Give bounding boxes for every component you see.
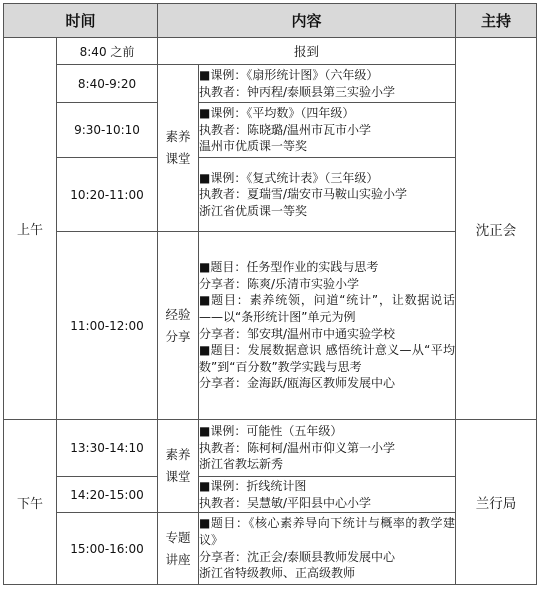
section-cell [158,420,199,513]
content-line: 浙江省特级教师、正高级教师 [199,566,356,581]
content-line: ■课例：折线统计图 [199,478,307,493]
host-morning: 沈正会 [456,38,537,420]
content-line: 分享者：陈爽/乐清市实验小学 [199,276,360,291]
section-label: 讲座 [165,551,191,567]
content-line: ■题目：《核心素养导向下统计与概率的教学建议》 [199,516,456,547]
content-line: 报到 [294,44,320,59]
table-row [4,38,537,65]
section-cell [158,65,199,232]
content-line: 浙江省教坛新秀 [199,457,284,472]
time-cell: 8:40 之前 [57,38,158,65]
content-line: ■课例：可能性（五年级） [199,424,343,439]
section-label: 课堂 [165,469,191,484]
section-label: 素养 [165,129,191,144]
period-afternoon: 下午 [4,420,57,585]
section-label: 素养 [165,447,191,462]
host-afternoon: 兰行局 [456,420,537,585]
content-cell [199,158,456,232]
content-line: 分享者：沈正会/泰顺县教师发展中心 [199,549,396,564]
content-line: ■题目：任务型作业的实践与思考 [199,260,379,275]
section-label: 专题 [165,529,191,545]
table-row [4,420,537,477]
content-cell [199,65,456,103]
section-cell [158,513,199,585]
section-cell [158,232,199,420]
section-label: 课堂 [165,151,191,166]
time-cell: 13:30-14:10 [57,420,158,477]
time-cell: 9:30-10:10 [57,103,158,158]
content-line: 温州市优质课一等奖 [199,139,308,154]
time-cell: 10:20-11:00 [57,158,158,232]
period-morning: 上午 [4,38,57,420]
time-cell: 11:00-12:00 [57,232,158,420]
content-line: ■题目：发展数据意识 感悟统计意义—从“平均数”到“百分数”教学实践与思考 [199,343,456,374]
content-cell [199,103,456,158]
content-line: ■课例：《平均数》（四年级） [199,106,355,121]
content-line: ■课例：《扇形统计图》（六年级） [199,67,379,82]
content-cell [199,477,456,513]
schedule-table [3,3,537,585]
content-line: 执教者：陈晓璐/温州市瓦市小学 [199,122,372,137]
header-row [4,4,537,38]
header-host: 主持 [456,4,537,38]
content-line: 执教者：陈柯柯/温州市仰义第一小学 [199,440,396,455]
content-line: 分享者：金海跃/瓯海区教师发展中心 [199,376,396,391]
content-line: 执教者：夏瑞雪/瑞安市马鞍山实验小学 [199,187,408,202]
content-line: ■题目：素养统领，问道“统计”，让数据说话——以“条形统计图”单元为例 [199,293,456,324]
time-cell: 14:20-15:00 [57,477,158,513]
content-line: 浙江省优质课一等奖 [199,203,308,218]
content-line: 分享者：邹安琪/温州市中通实验学校 [199,326,396,341]
content-line: 执教者：吴慧敏/平阳县中心小学 [199,495,372,510]
content-cell [199,513,456,585]
content-cell [199,420,456,477]
section-label: 分享 [165,328,191,344]
content-line: ■课例：《复式统计表》（三年级） [199,170,379,185]
time-cell: 8:40-9:20 [57,65,158,103]
header-content: 内容 [158,4,456,38]
time-cell: 15:00-16:00 [57,513,158,585]
content-cell [199,232,456,420]
content-cell [158,38,456,65]
header-time: 时间 [4,4,158,38]
section-label: 经验 [165,306,191,322]
content-line: 执教者：钟丙程/泰顺县第三实验小学 [199,84,396,99]
